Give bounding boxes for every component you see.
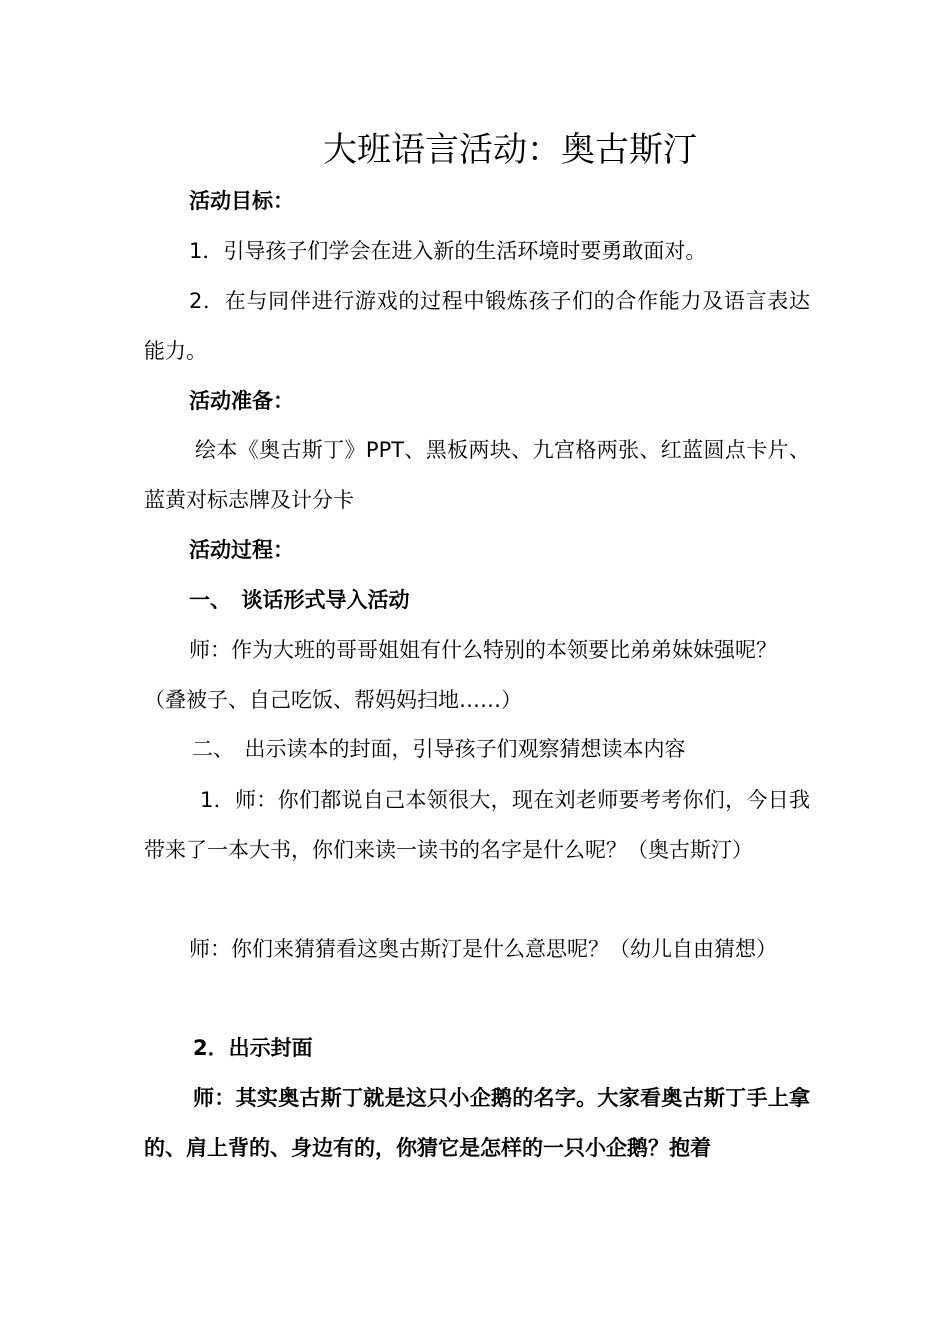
goal-heading: 活动目标： — [189, 189, 294, 213]
step-2-item-2-heading: 2．出示封面 — [193, 1036, 313, 1060]
goal-item-1: 1．引导孩子们学会在进入新的生活环境时要勇敢面对。 — [189, 239, 707, 263]
prep-heading: 活动准备： — [189, 389, 294, 413]
step-1-heading: 一、 谈话形式导入活动 — [189, 588, 410, 612]
step-2-heading: 二、 出示读本的封面，引导孩子们观察猜想读本内容 — [192, 737, 686, 761]
step-1-question: 师：作为大班的哥哥姐姐有什么特别的本领要比弟弟妹妹强呢？ — [189, 638, 777, 662]
page-title: 大班语言活动：奥古斯汀 — [323, 130, 697, 170]
step-1-answer: （叠被子、自己吃饭、帮妈妈扫地……） — [144, 688, 522, 712]
prep-text: 绘本《奥古斯丁》PPT、黑板两块、九宫格两张、红蓝圆点卡片、蓝黄对标志牌及计分卡 — [144, 438, 810, 512]
goal-item-2: 2．在与同伴进行游戏的过程中锻炼孩子们的合作能力及语言表达能力。 — [144, 289, 810, 363]
step-2-item-1: 1．师：你们都说自己本领很大，现在刘老师要考考你们，今日我带来了一本大书，你们来读一读书的名字是什么呢？（奥古斯汀） — [144, 788, 810, 862]
process-heading: 活动过程： — [189, 538, 294, 562]
step-2-item-2-text: 师：其实奥古斯丁就是这只小企鹅的名字。大家看奥古斯丁手上拿的、肩上背的、身边有的，你猜它是怎样的一只小企鹅？抱着 — [144, 1086, 810, 1160]
step-2-question: 师：你们来猜猜看这奥古斯汀是什么意思呢？（幼儿自由猜想） — [189, 937, 777, 961]
